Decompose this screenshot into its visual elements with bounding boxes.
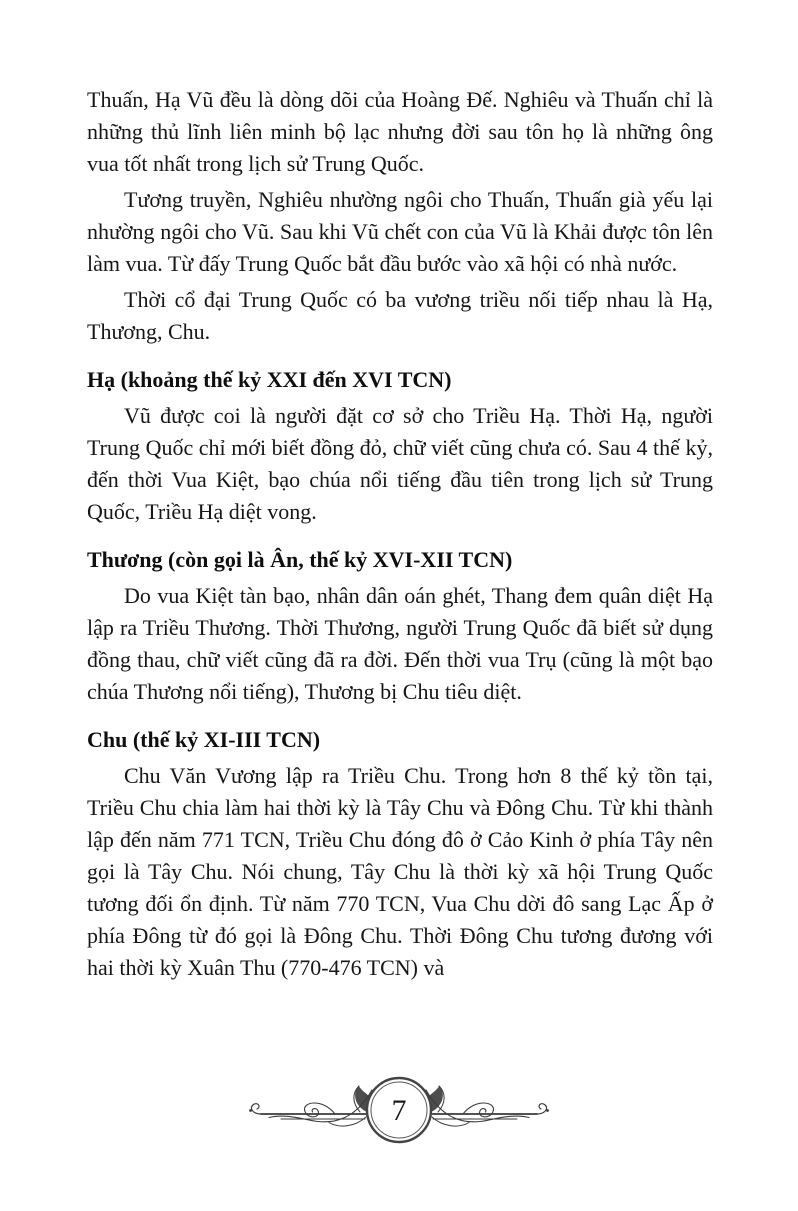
flourish-divider-icon <box>239 1064 559 1160</box>
paragraph: Vũ được coi là người đặt cơ sở cho Triều Hạ. Thời Hạ, người Trung Quốc chỉ mới biết đồng đỏ, chữ viết cũng chưa có. Sau 4 thế kỷ, đến thời Vua Kiệt, bạo chúa nổi tiếng đầu tiên trong lịch sử Trung Quốc, Triều Hạ diệt vong. <box>87 403 713 524</box>
page-footer <box>0 1064 798 1160</box>
paragraph: Thời cổ đại Trung Quốc có ba vương triều nối tiếp nhau là Hạ, Thương, Chu. <box>87 287 713 344</box>
section-heading-ha: Hạ (khoảng thế kỷ XXI đến XVI TCN) <box>87 367 452 392</box>
section-heading-chu: Chu (thế kỷ XI-III TCN) <box>87 727 321 752</box>
paragraph: Chu Văn Vương lập ra Triều Chu. Trong hơn 8 thế kỷ tồn tại, Triều Chu chia làm hai thời kỳ là Tây Chu và Đông Chu. Từ khi thành lập đến năm 771 TCN, Triều Chu đóng đô ở Cảo Kinh ở phía Tây nên gọi là Tây Chu. Nói chung, Tây Chu là thời kỳ xã hội Trung Quốc tương đối ổn định. Từ năm 770 TCN, Vua Chu dời đô sang Lạc Ấp ở phía Đông từ đó gọi là Đông Chu. Thời Đông Chu tương đương với hai thời kỳ Xuân Thu (770-476 TCN) và <box>87 763 713 980</box>
paragraph-continuation: Thuấn, Hạ Vũ đều là dòng dõi của Hoàng Đế. Nghiêu và Thuấn chỉ là những thủ lĩnh liên minh bộ lạc nhưng đời sau tôn họ là những ông vua tốt nhất trong lịch sử Trung Quốc. <box>87 87 713 176</box>
page-number: 7 <box>391 1094 407 1127</box>
paragraph: Tương truyền, Nghiêu nhường ngôi cho Thuấn, Thuấn già yếu lại nhường ngôi cho Vũ. Sau khi Vũ chết con của Vũ là Khải được tôn lên làm vua. Từ đấy Trung Quốc bắt đầu bước vào xã hội có nhà nước. <box>87 187 713 276</box>
section-heading-thuong: Thương (còn gọi là Ân, thế kỷ XVI-XII TCN) <box>87 547 513 572</box>
page-content <box>87 84 713 988</box>
paragraph: Do vua Kiệt tàn bạo, nhân dân oán ghét, Thang đem quân diệt Hạ lập ra Triều Thương. Thời Thương, người Trung Quốc đã biết sử dụng đồng thau, chữ viết cũng đã ra đời. Đến thời vua Trụ (cũng là một bạo chúa Thương nổi tiếng), Thương bị Chu tiêu diệt. <box>87 583 713 704</box>
